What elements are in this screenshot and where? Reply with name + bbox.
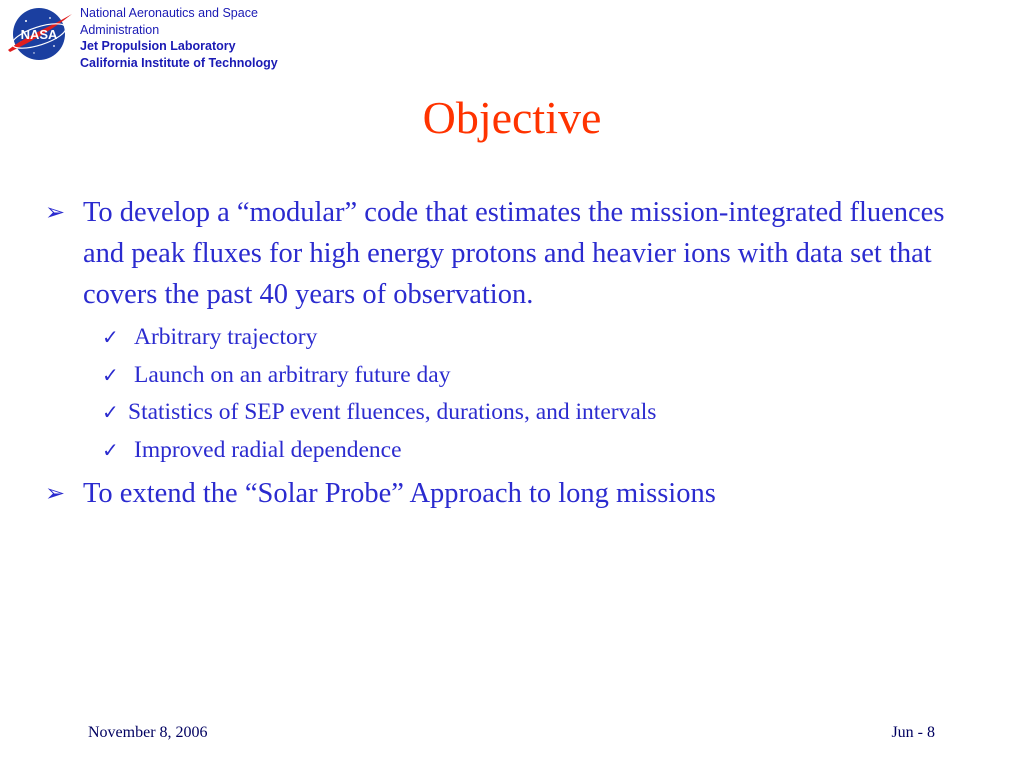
sub-bullet-text: Statistics of SEP event fluences, durations, and intervals <box>128 399 657 425</box>
sub-bullet-item <box>44 432 984 470</box>
sub-bullet-list <box>44 319 984 469</box>
checkmark-icon: ✓ <box>102 437 119 462</box>
org-line-1: National Aeronautics and Space <box>80 6 258 20</box>
sub-bullet-item <box>44 394 984 432</box>
bullet-text: To extend the “Solar Probe” Approach to long missions <box>83 478 716 509</box>
checkmark-icon: ✓ <box>102 362 119 387</box>
organization-block <box>80 5 278 71</box>
bullet-text: To develop a “modular” code that estimates the mission-integrated fluences and peak fluxes for high energy protons and heavier ions with data set that covers the past 40 years of observation. <box>83 197 945 310</box>
bullet-item <box>44 473 984 514</box>
checkmark-icon: ✓ <box>102 325 119 349</box>
sub-bullet-text: Improved radial dependence <box>134 436 402 463</box>
sub-bullet-text: Launch on an arbitrary future day <box>134 361 451 388</box>
footer-page-number: Jun - 8 <box>891 724 935 741</box>
arrow-bullet-icon: ➢ <box>45 198 66 226</box>
nasa-logo-text: NASA <box>20 27 58 42</box>
org-line-jpl: Jet Propulsion Laboratory <box>80 39 236 53</box>
checkmark-icon: ✓ <box>102 400 119 424</box>
sub-bullet-item <box>44 357 984 395</box>
sub-bullet-item <box>44 319 984 357</box>
bullet-list <box>44 192 984 514</box>
arrow-bullet-icon: ➢ <box>45 479 66 507</box>
org-line-caltech: California Institute of Technology <box>80 55 278 70</box>
nasa-logo <box>6 6 74 62</box>
slide-title: Objective <box>422 92 602 143</box>
bullet-item <box>44 192 984 315</box>
sub-bullet-text: Arbitrary trajectory <box>134 324 318 350</box>
org-line-2: Administration <box>80 22 160 37</box>
footer-date: November 8, 2006 <box>88 724 208 741</box>
